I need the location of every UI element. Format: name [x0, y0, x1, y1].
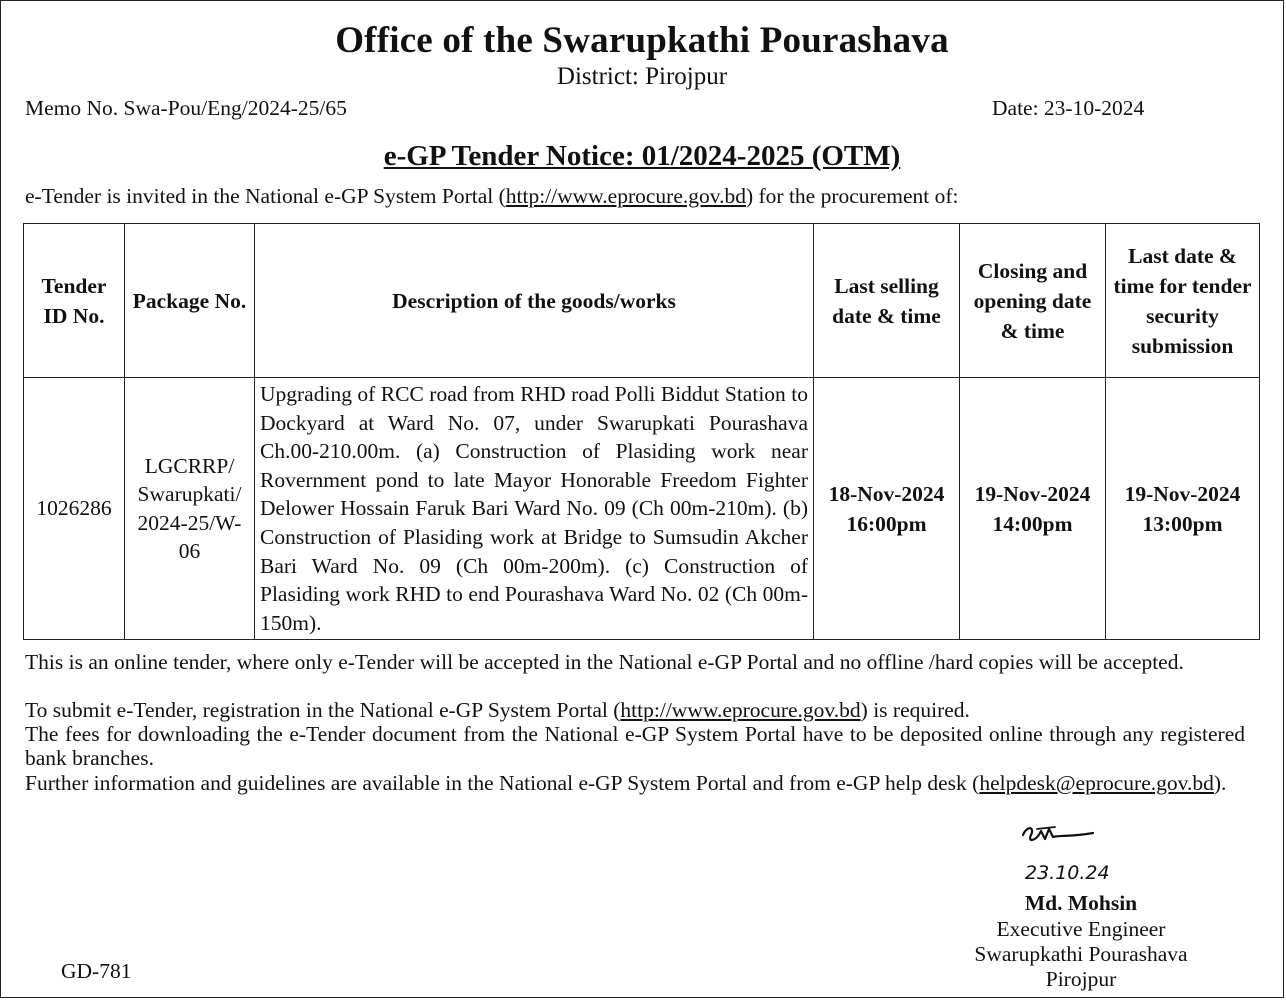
- col-header-security: Last date & time for tender security submission: [1106, 224, 1260, 378]
- intro-text: [25, 184, 959, 209]
- handwritten-signature: [1011, 817, 1131, 897]
- table-row: [24, 378, 1260, 640]
- cell-tender-id: 1026286: [24, 378, 125, 640]
- cell-last-selling: [814, 378, 960, 640]
- signer-name: Md. Mohsin: [1024, 891, 1138, 915]
- closing-date: 19-Nov-2024: [974, 481, 1091, 506]
- cell-closing: [960, 378, 1106, 640]
- further-info-text-before: Further information and guidelines are available in the National e-GP System Portal and from e-GP help desk (: [25, 771, 980, 795]
- registration-text-before: To submit e-Tender, registration in the National e-GP System Portal (: [25, 698, 621, 722]
- cell-package: LGCRRP/ Swarupkati/ 2024-25/W-06: [125, 378, 255, 640]
- helpdesk-email-link[interactable]: helpdesk@eprocure.gov.bd: [979, 771, 1214, 795]
- registration-portal-link[interactable]: http://www.eprocure.gov.bd: [620, 698, 861, 722]
- intro-text-before: e-Tender is invited in the National e-GP System Portal (: [25, 184, 506, 208]
- signer-title: Executive Engineer: [996, 917, 1166, 941]
- col-header-description: Description of the goods/works: [255, 224, 814, 378]
- online-tender-paragraph: This is an online tender, where only e-Tender will be accepted in the National e-GP Portal and no offline /hard copies will be accepted.: [25, 650, 1184, 674]
- district-line: District: Pirojpur: [556, 63, 728, 90]
- registration-paragraph: [25, 698, 1245, 722]
- cell-security: [1106, 378, 1260, 640]
- intro-text-after: ) for the procurement of:: [745, 184, 959, 208]
- signer-organization: Swarupkathi Pourashava: [974, 942, 1188, 966]
- security-time: 13:00pm: [1142, 511, 1223, 536]
- col-header-tender-id: Tender ID No.: [24, 224, 125, 378]
- closing-time: 14:00pm: [992, 511, 1073, 536]
- signer-place: Pirojpur: [1045, 967, 1117, 991]
- tender-table: [23, 223, 1260, 640]
- eprocure-link[interactable]: http://www.eprocure.gov.bd: [505, 184, 746, 208]
- gd-code: GD-781: [61, 959, 132, 983]
- notice-title: e-GP Tender Notice: 01/2024-2025 (OTM): [383, 140, 901, 172]
- last-selling-time: 16:00pm: [846, 511, 927, 536]
- handwritten-date: 23.10.24: [1025, 862, 1110, 884]
- further-info-paragraph: [25, 771, 1245, 795]
- memo-number: Memo No. Swa-Pou/Eng/2024-25/65: [25, 96, 347, 120]
- col-header-package: Package No.: [125, 224, 255, 378]
- table-header-row: [24, 224, 1260, 378]
- last-selling-date: 18-Nov-2024: [828, 481, 945, 506]
- office-title: Office of the Swarupkathi Pourashava: [335, 20, 949, 61]
- security-date: 19-Nov-2024: [1124, 481, 1241, 506]
- further-info-text-after: ).: [1213, 771, 1227, 795]
- cell-description: Upgrading of RCC road from RHD road Polli Biddut Station to Dockyard at Ward No. 07, under Swarupkati Pourashava Ch.00-210.00m. (a) Construction of Plasiding work near Rovernment pond to late Mayor Honorable Freedom Fighter Delower Hossain Faruk Bari Ward No. 09 (Ch 00m-210m). (b) Construction of Plasiding work at Bridge to Sumsudin Akcher Bari Ward No. 09 (Ch 00m-200m). (c) Construction of Plasiding work RHD to end Pourashava Ward No. 02 (Ch 00m-150m).: [255, 378, 814, 640]
- col-header-closing: Closing and opening date & time: [960, 224, 1106, 378]
- col-header-last-selling: Last selling date & time: [814, 224, 960, 378]
- registration-text-after: ) is required.: [860, 698, 970, 722]
- fees-paragraph: The fees for downloading the e-Tender document from the National e-GP System Portal have to be deposited online through any registered bank branches.: [25, 722, 1245, 771]
- notice-date: Date: 23-10-2024: [992, 96, 1145, 120]
